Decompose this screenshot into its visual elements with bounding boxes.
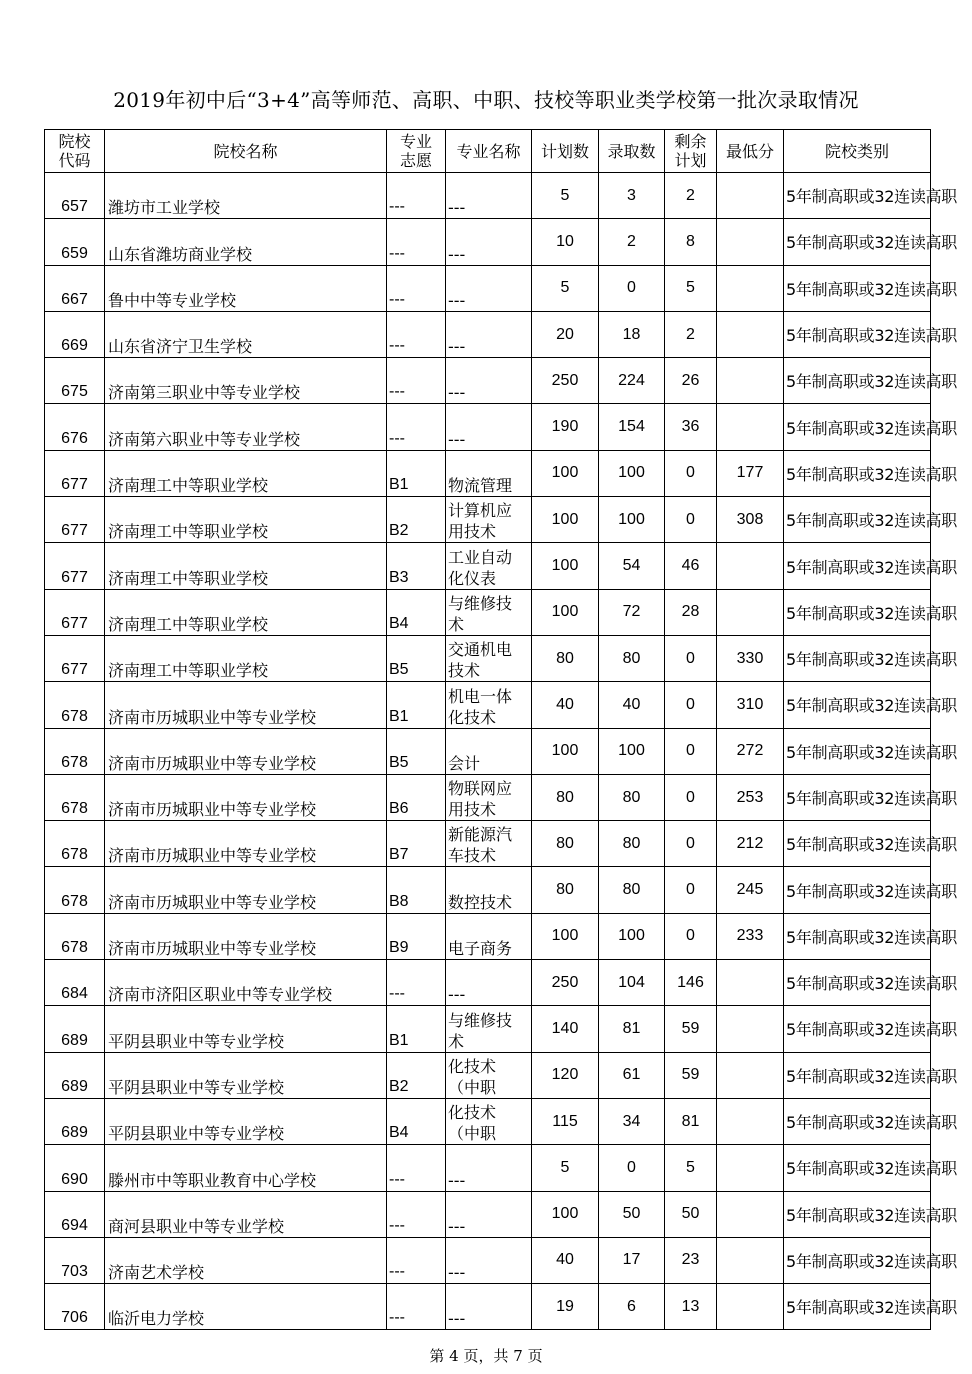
cell-code: 676 — [45, 404, 105, 450]
cell-code: 677 — [45, 635, 105, 681]
cell-volunteer: B1 — [387, 682, 446, 728]
cell-school-name: 济南市历城职业中等专业学校 — [105, 821, 387, 867]
cell-remaining: 146 — [665, 960, 717, 1006]
cell-min-score — [717, 1284, 784, 1330]
cell-remaining: 0 — [665, 635, 717, 681]
cell-admitted: 80 — [599, 635, 665, 681]
cell-plan: 100 — [532, 497, 599, 543]
cell-plan: 80 — [532, 867, 599, 913]
cell-code: 675 — [45, 358, 105, 404]
header-remaining — [665, 130, 717, 173]
cell-school-name: 济南市历城职业中等专业学校 — [105, 728, 387, 774]
cell-school-type: 5年制高职或32连读高职 — [784, 219, 931, 265]
cell-school-type: 5年制高职或32连读高职 — [784, 1098, 931, 1144]
cell-admitted: 3 — [599, 173, 665, 219]
cell-plan: 100 — [532, 543, 599, 589]
cell-volunteer: --- — [387, 358, 446, 404]
cell-remaining: 0 — [665, 450, 717, 496]
cell-school-name: 山东省潍坊商业学校 — [105, 219, 387, 265]
cell-plan: 5 — [532, 173, 599, 219]
cell-major-name: --- — [446, 404, 532, 450]
header-plan: 计划数 — [532, 130, 599, 173]
page-footer: 第 4 页，共 7 页 — [429, 1347, 543, 1365]
cell-school-type: 5年制高职或32连读高职 — [784, 311, 931, 357]
cell-plan: 100 — [532, 728, 599, 774]
table-row — [45, 913, 931, 959]
cell-volunteer: B5 — [387, 635, 446, 681]
cell-major-name: 电子商务 — [446, 913, 532, 959]
cell-major-name: 数控技术 — [446, 867, 532, 913]
cell-remaining: 0 — [665, 497, 717, 543]
cell-min-score — [717, 1145, 784, 1191]
table-row — [45, 450, 931, 496]
table-row — [45, 728, 931, 774]
cell-school-name: 平阴县职业中等专业学校 — [105, 1052, 387, 1098]
cell-min-score — [717, 311, 784, 357]
table-row — [45, 589, 931, 635]
cell-plan: 100 — [532, 450, 599, 496]
cell-major-name: 化技术 （中职 — [446, 1098, 532, 1144]
cell-major-name: 化技术 （中职 — [446, 1052, 532, 1098]
cell-major-name: --- — [446, 173, 532, 219]
table-row — [45, 867, 931, 913]
cell-min-score — [717, 1052, 784, 1098]
cell-major-name: --- — [446, 219, 532, 265]
cell-volunteer: --- — [387, 265, 446, 311]
cell-volunteer: B1 — [387, 450, 446, 496]
cell-remaining: 2 — [665, 311, 717, 357]
cell-school-type: 5年制高职或32连读高职 — [784, 960, 931, 1006]
cell-volunteer: --- — [387, 311, 446, 357]
cell-remaining: 5 — [665, 265, 717, 311]
cell-admitted: 72 — [599, 589, 665, 635]
cell-min-score: 330 — [717, 635, 784, 681]
cell-plan: 100 — [532, 589, 599, 635]
cell-plan: 100 — [532, 1191, 599, 1237]
cell-major-name: --- — [446, 1237, 532, 1283]
cell-school-type: 5年制高职或32连读高职 — [784, 1237, 931, 1283]
cell-remaining: 46 — [665, 543, 717, 589]
cell-school-type: 5年制高职或32连读高职 — [784, 404, 931, 450]
cell-admitted: 100 — [599, 913, 665, 959]
cell-min-score — [717, 543, 784, 589]
table-row — [45, 1098, 931, 1144]
cell-major-name: 会计 — [446, 728, 532, 774]
cell-school-name: 临沂电力学校 — [105, 1284, 387, 1330]
cell-plan: 100 — [532, 913, 599, 959]
cell-major-name: --- — [446, 1191, 532, 1237]
cell-school-type: 5年制高职或32连读高职 — [784, 821, 931, 867]
cell-plan: 120 — [532, 1052, 599, 1098]
cell-min-score — [717, 960, 784, 1006]
cell-volunteer: --- — [387, 219, 446, 265]
cell-major-name: --- — [446, 265, 532, 311]
cell-admitted: 80 — [599, 774, 665, 820]
cell-volunteer: B3 — [387, 543, 446, 589]
cell-plan: 250 — [532, 960, 599, 1006]
cell-admitted: 100 — [599, 450, 665, 496]
cell-remaining: 13 — [665, 1284, 717, 1330]
cell-major-name: --- — [446, 311, 532, 357]
table-row — [45, 1052, 931, 1098]
cell-code: 678 — [45, 913, 105, 959]
table-row — [45, 960, 931, 1006]
table-row — [45, 635, 931, 681]
cell-code: 678 — [45, 682, 105, 728]
cell-volunteer: B1 — [387, 1006, 446, 1052]
cell-school-type: 5年制高职或32连读高职 — [784, 774, 931, 820]
cell-remaining: 0 — [665, 867, 717, 913]
cell-min-score: 245 — [717, 867, 784, 913]
cell-plan: 40 — [532, 682, 599, 728]
cell-plan: 20 — [532, 311, 599, 357]
cell-min-score: 233 — [717, 913, 784, 959]
page-title: 2019年初中后“3+4”高等师范、高职、中职、技校等职业类学校第一批次录取情况 — [113, 88, 859, 112]
cell-plan: 19 — [532, 1284, 599, 1330]
cell-min-score — [717, 1237, 784, 1283]
cell-school-name: 商河县职业中等专业学校 — [105, 1191, 387, 1237]
cell-volunteer: B4 — [387, 589, 446, 635]
cell-min-score: 310 — [717, 682, 784, 728]
cell-remaining: 0 — [665, 821, 717, 867]
cell-plan: 190 — [532, 404, 599, 450]
cell-school-type: 5年制高职或32连读高职 — [784, 497, 931, 543]
cell-remaining: 28 — [665, 589, 717, 635]
cell-school-type: 5年制高职或32连读高职 — [784, 1006, 931, 1052]
cell-min-score — [717, 404, 784, 450]
cell-major-name: 物流管理 — [446, 450, 532, 496]
cell-admitted: 0 — [599, 1145, 665, 1191]
cell-remaining: 36 — [665, 404, 717, 450]
cell-code: 689 — [45, 1006, 105, 1052]
cell-school-name: 济南市历城职业中等专业学校 — [105, 774, 387, 820]
cell-remaining: 5 — [665, 1145, 717, 1191]
cell-school-name: 济南第三职业中等专业学校 — [105, 358, 387, 404]
cell-school-name: 济南艺术学校 — [105, 1237, 387, 1283]
cell-major-name: 新能源汽 车技术 — [446, 821, 532, 867]
header-major: 专业名称 — [446, 130, 532, 173]
cell-admitted: 100 — [599, 728, 665, 774]
cell-remaining: 23 — [665, 1237, 717, 1283]
cell-plan: 40 — [532, 1237, 599, 1283]
cell-min-score: 272 — [717, 728, 784, 774]
cell-major-name: 工业自动 化仪表 — [446, 543, 532, 589]
cell-school-name: 济南市历城职业中等专业学校 — [105, 913, 387, 959]
cell-min-score — [717, 1006, 784, 1052]
cell-code: 678 — [45, 774, 105, 820]
table-row — [45, 1237, 931, 1283]
cell-school-name: 潍坊市工业学校 — [105, 173, 387, 219]
cell-school-name: 山东省济宁卫生学校 — [105, 311, 387, 357]
cell-min-score: 212 — [717, 821, 784, 867]
cell-school-name: 鲁中中等专业学校 — [105, 265, 387, 311]
cell-major-name: --- — [446, 960, 532, 1006]
cell-volunteer: B8 — [387, 867, 446, 913]
cell-volunteer: B5 — [387, 728, 446, 774]
cell-volunteer: --- — [387, 1191, 446, 1237]
cell-admitted: 224 — [599, 358, 665, 404]
cell-school-type: 5年制高职或32连读高职 — [784, 358, 931, 404]
cell-major-name: --- — [446, 1284, 532, 1330]
cell-admitted: 100 — [599, 497, 665, 543]
cell-school-name: 济南市历城职业中等专业学校 — [105, 682, 387, 728]
cell-min-score — [717, 589, 784, 635]
header-volunteer — [387, 130, 446, 173]
cell-code: 677 — [45, 543, 105, 589]
cell-school-type: 5年制高职或32连读高职 — [784, 173, 931, 219]
cell-remaining: 0 — [665, 682, 717, 728]
cell-code: 694 — [45, 1191, 105, 1237]
cell-plan: 140 — [532, 1006, 599, 1052]
cell-school-name: 济南市济阳区职业中等专业学校 — [105, 960, 387, 1006]
cell-school-type: 5年制高职或32连读高职 — [784, 913, 931, 959]
cell-code: 684 — [45, 960, 105, 1006]
cell-code: 677 — [45, 589, 105, 635]
cell-volunteer: B9 — [387, 913, 446, 959]
cell-school-name: 济南理工中等职业学校 — [105, 450, 387, 496]
cell-min-score: 308 — [717, 497, 784, 543]
cell-admitted: 54 — [599, 543, 665, 589]
cell-admitted: 6 — [599, 1284, 665, 1330]
header-admitted: 录取数 — [599, 130, 665, 173]
cell-school-name: 济南理工中等职业学校 — [105, 635, 387, 681]
cell-volunteer: --- — [387, 1145, 446, 1191]
cell-code: 657 — [45, 173, 105, 219]
cell-major-name: 与维修技 术 — [446, 589, 532, 635]
cell-admitted: 81 — [599, 1006, 665, 1052]
cell-min-score — [717, 1191, 784, 1237]
table-row — [45, 358, 931, 404]
cell-volunteer: B2 — [387, 497, 446, 543]
cell-code: 690 — [45, 1145, 105, 1191]
cell-school-name: 济南市历城职业中等专业学校 — [105, 867, 387, 913]
cell-school-type: 5年制高职或32连读高职 — [784, 450, 931, 496]
cell-min-score: 177 — [717, 450, 784, 496]
cell-school-type: 5年制高职或32连读高职 — [784, 589, 931, 635]
cell-major-name: --- — [446, 1145, 532, 1191]
cell-plan: 80 — [532, 774, 599, 820]
cell-major-name: 与维修技 术 — [446, 1006, 532, 1052]
cell-remaining: 0 — [665, 774, 717, 820]
cell-volunteer: --- — [387, 1237, 446, 1283]
admission-table — [44, 129, 957, 1330]
cell-school-type: 5年制高职或32连读高职 — [784, 265, 931, 311]
table-row — [45, 682, 931, 728]
table-row — [45, 821, 931, 867]
cell-min-score — [717, 173, 784, 219]
cell-admitted: 17 — [599, 1237, 665, 1283]
cell-min-score — [717, 265, 784, 311]
cell-major-name: 机电一体 化技术 — [446, 682, 532, 728]
header-code-label: 院校 代码 — [58, 132, 91, 170]
cell-plan: 80 — [532, 635, 599, 681]
cell-min-score: 253 — [717, 774, 784, 820]
cell-volunteer: --- — [387, 1284, 446, 1330]
cell-remaining: 81 — [665, 1098, 717, 1144]
cell-remaining: 2 — [665, 173, 717, 219]
cell-school-name: 平阴县职业中等专业学校 — [105, 1006, 387, 1052]
cell-school-name: 济南理工中等职业学校 — [105, 589, 387, 635]
table-row — [45, 219, 931, 265]
table-row — [45, 265, 931, 311]
cell-remaining: 59 — [665, 1052, 717, 1098]
cell-admitted: 61 — [599, 1052, 665, 1098]
cell-school-type: 5年制高职或32连读高职 — [784, 543, 931, 589]
cell-code: 677 — [45, 450, 105, 496]
cell-school-name: 济南第六职业中等专业学校 — [105, 404, 387, 450]
cell-code: 667 — [45, 265, 105, 311]
cell-plan: 80 — [532, 821, 599, 867]
table-header-row — [45, 130, 931, 173]
cell-code: 678 — [45, 867, 105, 913]
cell-admitted: 34 — [599, 1098, 665, 1144]
cell-admitted: 2 — [599, 219, 665, 265]
cell-school-type: 5年制高职或32连读高职 — [784, 1284, 931, 1330]
cell-min-score — [717, 358, 784, 404]
cell-major-name: 交通机电 技术 — [446, 635, 532, 681]
cell-volunteer: --- — [387, 173, 446, 219]
header-min-score: 最低分 — [717, 130, 784, 173]
cell-school-type: 5年制高职或32连读高职 — [784, 635, 931, 681]
cell-major-name: 物联网应 用技术 — [446, 774, 532, 820]
cell-volunteer: --- — [387, 960, 446, 1006]
cell-admitted: 80 — [599, 867, 665, 913]
cell-major-name: --- — [446, 358, 532, 404]
cell-admitted: 0 — [599, 265, 665, 311]
cell-min-score — [717, 1098, 784, 1144]
cell-code: 678 — [45, 728, 105, 774]
cell-remaining: 26 — [665, 358, 717, 404]
table-row — [45, 311, 931, 357]
header-remaining-label: 剩余 计划 — [674, 132, 707, 170]
cell-admitted: 80 — [599, 821, 665, 867]
cell-school-type: 5年制高职或32连读高职 — [784, 867, 931, 913]
cell-admitted: 18 — [599, 311, 665, 357]
cell-code: 659 — [45, 219, 105, 265]
cell-volunteer: --- — [387, 404, 446, 450]
cell-plan: 5 — [532, 265, 599, 311]
cell-major-name: 计算机应 用技术 — [446, 497, 532, 543]
table-row — [45, 774, 931, 820]
cell-code: 678 — [45, 821, 105, 867]
cell-min-score — [717, 219, 784, 265]
cell-school-name: 济南理工中等职业学校 — [105, 497, 387, 543]
cell-admitted: 154 — [599, 404, 665, 450]
cell-remaining: 50 — [665, 1191, 717, 1237]
cell-school-type: 5年制高职或32连读高职 — [784, 728, 931, 774]
cell-school-type: 5年制高职或32连读高职 — [784, 1052, 931, 1098]
table-row — [45, 1191, 931, 1237]
cell-volunteer: B7 — [387, 821, 446, 867]
cell-volunteer: B2 — [387, 1052, 446, 1098]
cell-code: 706 — [45, 1284, 105, 1330]
cell-school-name: 济南理工中等职业学校 — [105, 543, 387, 589]
cell-admitted: 40 — [599, 682, 665, 728]
header-name: 院校名称 — [105, 130, 387, 173]
cell-volunteer: B4 — [387, 1098, 446, 1144]
cell-remaining: 8 — [665, 219, 717, 265]
cell-remaining: 0 — [665, 913, 717, 959]
cell-code: 689 — [45, 1098, 105, 1144]
cell-school-name: 平阴县职业中等专业学校 — [105, 1098, 387, 1144]
cell-code: 703 — [45, 1237, 105, 1283]
cell-admitted: 50 — [599, 1191, 665, 1237]
table-row — [45, 543, 931, 589]
cell-plan: 250 — [532, 358, 599, 404]
table-row — [45, 173, 931, 219]
cell-remaining: 59 — [665, 1006, 717, 1052]
cell-plan: 115 — [532, 1098, 599, 1144]
table-row — [45, 1284, 931, 1330]
cell-school-name: 滕州市中等职业教育中心学校 — [105, 1145, 387, 1191]
table-row — [45, 497, 931, 543]
cell-code: 689 — [45, 1052, 105, 1098]
cell-plan: 5 — [532, 1145, 599, 1191]
cell-school-type: 5年制高职或32连读高职 — [784, 1191, 931, 1237]
cell-remaining: 0 — [665, 728, 717, 774]
cell-code: 669 — [45, 311, 105, 357]
header-type: 院校类别 — [784, 130, 931, 173]
cell-admitted: 104 — [599, 960, 665, 1006]
cell-school-type: 5年制高职或32连读高职 — [784, 1145, 931, 1191]
table-row — [45, 404, 931, 450]
table-row — [45, 1145, 931, 1191]
header-code — [45, 130, 105, 173]
cell-plan: 10 — [532, 219, 599, 265]
table-row — [45, 1006, 931, 1052]
cell-school-type: 5年制高职或32连读高职 — [784, 682, 931, 728]
header-volunteer-label: 专业 志愿 — [399, 132, 432, 170]
cell-code: 677 — [45, 497, 105, 543]
cell-volunteer: B6 — [387, 774, 446, 820]
